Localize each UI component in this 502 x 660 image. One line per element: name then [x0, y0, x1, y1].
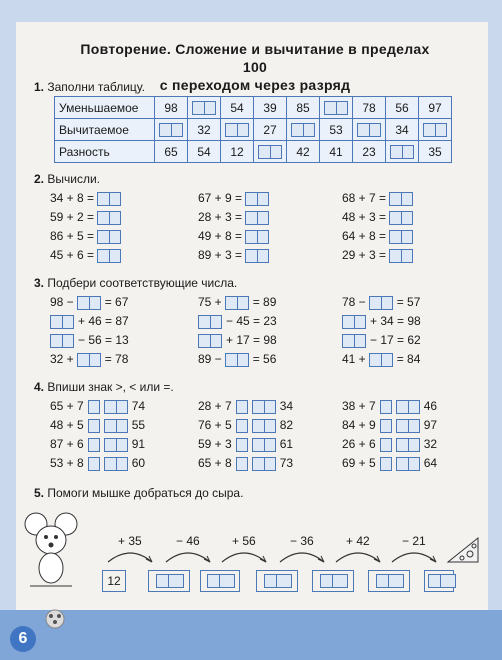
- ex2-heading: [34, 172, 100, 186]
- answer-cell[interactable]: [159, 123, 183, 137]
- equation: [50, 351, 128, 367]
- chain-operation: − 21: [402, 534, 426, 548]
- computation-expression: 49 + 8 =: [198, 229, 243, 243]
- equation-right: − 56 = 13: [78, 333, 129, 347]
- answer-cell[interactable]: [104, 438, 128, 452]
- answer-cell[interactable]: [389, 211, 413, 225]
- ex1-table: [54, 96, 452, 163]
- ex4-heading: [34, 380, 174, 394]
- answer-cell[interactable]: [252, 400, 276, 414]
- answer-cell[interactable]: [342, 315, 366, 329]
- table-empty-cell[interactable]: [287, 119, 320, 141]
- computation: [342, 190, 413, 206]
- equation-left: 32 +: [50, 352, 74, 366]
- answer-cell[interactable]: [192, 101, 216, 115]
- chain-operation: − 46: [176, 534, 200, 548]
- computation-expression: 45 + 6 =: [50, 248, 95, 262]
- equation-right: = 89: [252, 295, 277, 309]
- comparison-right: 34: [279, 399, 294, 413]
- answer-cell[interactable]: [357, 123, 381, 137]
- equation: [50, 313, 129, 329]
- comparison-right: 61: [279, 437, 294, 451]
- equation-left: 98 −: [50, 295, 74, 309]
- ex5-number: 5.: [34, 486, 45, 500]
- comparison: [342, 436, 437, 452]
- answer-cell[interactable]: [324, 101, 348, 115]
- computation-expression: 86 + 5 =: [50, 229, 95, 243]
- computation: [198, 209, 269, 225]
- comparison-left: 26 + 6: [342, 437, 376, 451]
- answer-cell[interactable]: [376, 574, 404, 588]
- answer-cell[interactable]: [207, 574, 235, 588]
- ex5-heading: [34, 486, 243, 500]
- table-empty-cell[interactable]: [254, 141, 287, 163]
- row-label: Разность: [55, 141, 155, 163]
- comparison-left: 69 + 5: [342, 456, 376, 470]
- sign-box[interactable]: [380, 400, 392, 414]
- chain-operation: + 42: [346, 534, 370, 548]
- computation-expression: 68 + 7 =: [342, 191, 387, 205]
- answer-cell[interactable]: [245, 249, 269, 263]
- comparison-right: 64: [423, 456, 438, 470]
- equation: [342, 351, 420, 367]
- equation: [198, 294, 276, 310]
- title-line-1: Повторение. Сложение и вычитание в пределах 100: [80, 41, 430, 75]
- chain-arrow: [162, 544, 214, 566]
- answer-cell[interactable]: [396, 438, 420, 452]
- table-empty-cell[interactable]: [221, 119, 254, 141]
- table-cell: 42: [287, 141, 320, 163]
- comparison: [198, 455, 293, 471]
- table-cell: 32: [188, 119, 221, 141]
- equation-right: = 84: [396, 352, 421, 366]
- comparison-right: 32: [423, 437, 438, 451]
- answer-cell[interactable]: [252, 438, 276, 452]
- row-label: Уменьшаемое: [55, 97, 155, 119]
- computation: [198, 247, 269, 263]
- comparison-left: 59 + 3: [198, 437, 232, 451]
- comparison-left: 76 + 5: [198, 418, 232, 432]
- table-cell: 34: [386, 119, 419, 141]
- ex2-label: Вычисли.: [47, 172, 100, 186]
- chain-result-box[interactable]: [256, 570, 298, 592]
- computation: [342, 228, 413, 244]
- comparison-left: 65 + 8: [198, 456, 232, 470]
- equation-left: 89 −: [198, 352, 222, 366]
- answer-cell[interactable]: [245, 211, 269, 225]
- answer-cell[interactable]: [156, 574, 184, 588]
- computation: [342, 247, 413, 263]
- answer-cell[interactable]: [389, 192, 413, 206]
- comparison: [342, 455, 437, 471]
- table-cell: 65: [155, 141, 188, 163]
- ex2-number: 2.: [34, 172, 45, 186]
- answer-cell[interactable]: [342, 334, 366, 348]
- answer-cell[interactable]: [104, 457, 128, 471]
- comparison: [50, 417, 145, 433]
- comparison: [342, 398, 437, 414]
- computation: [198, 228, 269, 244]
- comparison: [198, 436, 293, 452]
- computation: [50, 190, 121, 206]
- answer-cell[interactable]: [389, 249, 413, 263]
- chain-arrow: [332, 544, 384, 566]
- answer-cell[interactable]: [50, 334, 74, 348]
- comparison: [198, 398, 293, 414]
- equation-right: = 57: [396, 295, 421, 309]
- comparison-right: 82: [279, 418, 294, 432]
- comparison-left: 48 + 5: [50, 418, 84, 432]
- answer-cell[interactable]: [291, 123, 315, 137]
- sign-box[interactable]: [88, 438, 100, 452]
- chain-result-box[interactable]: [148, 570, 190, 592]
- answer-cell[interactable]: [97, 211, 121, 225]
- chain-start-box: 12: [102, 570, 126, 592]
- equation: [198, 351, 276, 367]
- equation-right: = 56: [252, 352, 277, 366]
- ex3-heading: [34, 276, 237, 290]
- sign-box[interactable]: [380, 438, 392, 452]
- equation-right: − 17 = 62: [370, 333, 421, 347]
- table-row: [55, 119, 452, 141]
- answer-cell[interactable]: [198, 315, 222, 329]
- ex1-label: Заполни таблицу.: [47, 80, 145, 94]
- computation-expression: 59 + 2 =: [50, 210, 95, 224]
- chain-arrow: [276, 544, 328, 566]
- computation-expression: 64 + 8 =: [342, 229, 387, 243]
- chain-arrow: [104, 544, 156, 566]
- computation-expression: 34 + 8 =: [50, 191, 95, 205]
- table-empty-cell[interactable]: [188, 97, 221, 119]
- equation: [342, 313, 421, 329]
- answer-cell[interactable]: [396, 400, 420, 414]
- table-row: [55, 97, 452, 119]
- table-empty-cell[interactable]: [353, 119, 386, 141]
- flower-icon: [38, 606, 72, 632]
- comparison-right: 73: [279, 456, 294, 470]
- equation: [198, 332, 277, 348]
- answer-cell[interactable]: [428, 574, 456, 588]
- answer-cell[interactable]: [97, 192, 121, 206]
- comparison-left: 28 + 7: [198, 399, 232, 413]
- row-label: Вычитаемое: [55, 119, 155, 141]
- answer-cell[interactable]: [104, 400, 128, 414]
- comparison-left: 65 + 7: [50, 399, 84, 413]
- table-cell: 39: [254, 97, 287, 119]
- answer-cell[interactable]: [320, 574, 348, 588]
- computation-expression: 29 + 3 =: [342, 248, 387, 262]
- answer-cell[interactable]: [369, 296, 393, 310]
- equation-left: 41 +: [342, 352, 366, 366]
- chain-arrow: [388, 544, 440, 566]
- chain-result-box[interactable]: [200, 570, 240, 592]
- answer-cell[interactable]: [225, 296, 249, 310]
- answer-cell[interactable]: [423, 123, 447, 137]
- equation: [198, 313, 277, 329]
- table-cell: 12: [221, 141, 254, 163]
- table-empty-cell[interactable]: [155, 119, 188, 141]
- answer-cell[interactable]: [77, 296, 101, 310]
- chain-operation: + 56: [232, 534, 256, 548]
- answer-cell[interactable]: [264, 574, 292, 588]
- table-cell: 54: [188, 141, 221, 163]
- title-line-2: с переходом через разряд: [159, 77, 351, 93]
- equation-right: + 46 = 87: [78, 314, 129, 328]
- computation: [342, 209, 413, 225]
- sign-box[interactable]: [236, 400, 248, 414]
- ex1-heading: [34, 80, 145, 94]
- ex5-label: Помоги мышке добраться до сыра.: [47, 486, 244, 500]
- equation: [342, 332, 421, 348]
- answer-cell[interactable]: [369, 353, 393, 367]
- sign-box[interactable]: [380, 457, 392, 471]
- chain-result-box[interactable]: [312, 570, 354, 592]
- comparison-right: 74: [131, 399, 146, 413]
- ex4-label: Впиши знак >, < или =.: [47, 380, 174, 394]
- comparison-left: 38 + 7: [342, 399, 376, 413]
- computation: [50, 209, 121, 225]
- equation-right: + 17 = 98: [226, 333, 277, 347]
- comparison-right: 60: [131, 456, 146, 470]
- equation: [50, 332, 129, 348]
- ex4-number: 4.: [34, 380, 45, 394]
- equation-right: = 78: [104, 352, 129, 366]
- sign-box[interactable]: [236, 419, 248, 433]
- comparison: [342, 417, 437, 433]
- table-cell: 27: [254, 119, 287, 141]
- table-cell: 56: [386, 97, 419, 119]
- chain-arrow: [218, 544, 270, 566]
- comparison: [50, 455, 145, 471]
- bottom-band: [0, 610, 502, 660]
- comparison-right: 55: [131, 418, 146, 432]
- answer-cell[interactable]: [104, 419, 128, 433]
- sign-box[interactable]: [88, 457, 100, 471]
- computation-expression: 48 + 3 =: [342, 210, 387, 224]
- answer-cell[interactable]: [252, 419, 276, 433]
- table-cell: 53: [320, 119, 353, 141]
- answer-cell[interactable]: [225, 123, 249, 137]
- ex3-label: Подбери соответствующие числа.: [47, 276, 238, 290]
- comparison-left: 53 + 8: [50, 456, 84, 470]
- comparison: [50, 436, 145, 452]
- answer-cell[interactable]: [198, 334, 222, 348]
- sign-box[interactable]: [88, 400, 100, 414]
- answer-cell[interactable]: [225, 353, 249, 367]
- comparison: [198, 417, 293, 433]
- table-cell: 85: [287, 97, 320, 119]
- ex1-number: 1.: [34, 80, 45, 94]
- cheese-icon: [446, 532, 480, 566]
- equation: [342, 294, 420, 310]
- answer-cell[interactable]: [258, 145, 282, 159]
- answer-cell[interactable]: [389, 230, 413, 244]
- table-cell: 78: [353, 97, 386, 119]
- answer-cell[interactable]: [396, 419, 420, 433]
- comparison-left: 87 + 6: [50, 437, 84, 451]
- answer-cell[interactable]: [390, 145, 414, 159]
- ex3-number: 3.: [34, 276, 45, 290]
- computation: [198, 190, 269, 206]
- answer-cell[interactable]: [97, 249, 121, 263]
- computation-expression: 67 + 9 =: [198, 191, 243, 205]
- sign-box[interactable]: [236, 438, 248, 452]
- table-cell: 97: [419, 97, 452, 119]
- equation-left: 78 −: [342, 295, 366, 309]
- table-cell: 54: [221, 97, 254, 119]
- table-empty-cell[interactable]: [419, 119, 452, 141]
- table-row: [55, 141, 452, 163]
- equation-right: + 34 = 98: [370, 314, 421, 328]
- comparison-right: 46: [423, 399, 438, 413]
- comparison-right: 97: [423, 418, 438, 432]
- answer-cell[interactable]: [245, 192, 269, 206]
- computation: [50, 228, 121, 244]
- answer-cell[interactable]: [396, 457, 420, 471]
- table-cell: 41: [320, 141, 353, 163]
- table-empty-cell[interactable]: [386, 141, 419, 163]
- sign-box[interactable]: [88, 419, 100, 433]
- table-cell: 35: [419, 141, 452, 163]
- answer-cell[interactable]: [77, 353, 101, 367]
- computation-expression: 89 + 3 =: [198, 248, 243, 262]
- table-cell: 23: [353, 141, 386, 163]
- computation: [50, 247, 121, 263]
- equation: [50, 294, 128, 310]
- answer-cell[interactable]: [97, 230, 121, 244]
- answer-cell[interactable]: [252, 457, 276, 471]
- comparison-left: 84 + 9: [342, 418, 376, 432]
- equation-right: − 45 = 23: [226, 314, 277, 328]
- table-empty-cell[interactable]: [320, 97, 353, 119]
- table-cell: 98: [155, 97, 188, 119]
- equation-right: = 67: [104, 295, 129, 309]
- sign-box[interactable]: [236, 457, 248, 471]
- equation-left: 75 +: [198, 295, 222, 309]
- sign-box[interactable]: [380, 419, 392, 433]
- chain-operation: + 35: [118, 534, 142, 548]
- answer-cell[interactable]: [245, 230, 269, 244]
- chain-result-box[interactable]: [368, 570, 410, 592]
- computation-expression: 28 + 3 =: [198, 210, 243, 224]
- chain-operation: − 36: [290, 534, 314, 548]
- comparison: [50, 398, 145, 414]
- page-number: 6: [10, 626, 36, 652]
- mouse-icon: [22, 510, 82, 588]
- answer-cell[interactable]: [50, 315, 74, 329]
- comparison-right: 91: [131, 437, 146, 451]
- chain-result-box[interactable]: [424, 570, 454, 592]
